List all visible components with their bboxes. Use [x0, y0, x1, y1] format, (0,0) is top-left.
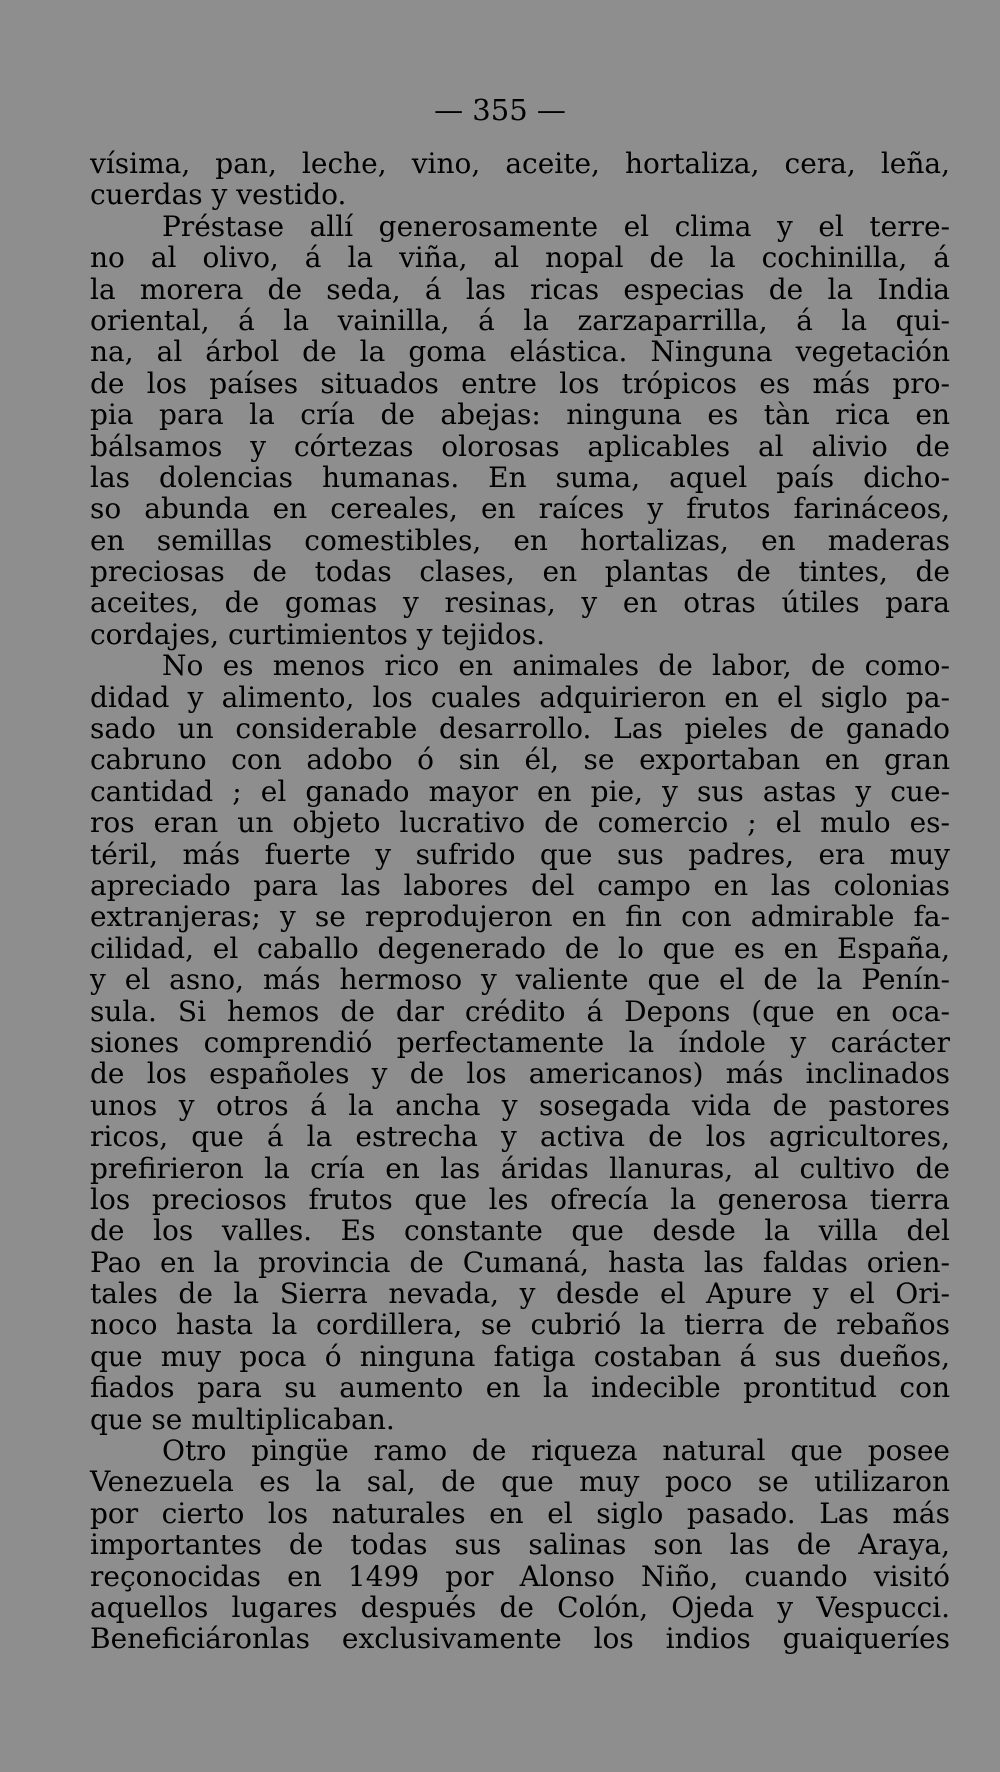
- text-line: reçonocidas en 1499 por Alonso Niño, cuando visitó: [90, 1559, 950, 1593]
- text-line: los preciosos frutos que les ofrecía la generosa tierra: [90, 1182, 950, 1216]
- text-line: extranjeras; y se reprodujeron en fin con admirable fa-: [90, 900, 950, 934]
- text-line: so abunda en cereales, en raíces y frutos farináceos,: [90, 492, 950, 526]
- text-line: siones comprendió perfectamente la índole y carácter: [90, 1025, 950, 1059]
- text-line: sula. Si hemos de dar crédito á Depons (que en oca-: [90, 994, 950, 1028]
- text-line: Venezuela es la sal, de que muy poco se utilizaron: [90, 1465, 950, 1499]
- text-line: apreciado para las labores del campo en las colonias: [90, 868, 950, 902]
- text-line: por cierto los naturales en el siglo pasado. Las más: [90, 1496, 950, 1530]
- text-line: las dolencias humanas. En suma, aquel país dicho-: [90, 460, 950, 494]
- text-line: sado un considerable desarrollo. Las pieles de ganado: [90, 712, 950, 746]
- text-line: cordajes, curtimientos y tejidos.: [90, 617, 545, 651]
- text-line: Otro pingüe ramo de riqueza natural que posee: [162, 1434, 950, 1468]
- text-line: que se multiplicaban.: [90, 1402, 395, 1436]
- text-line: ricos, que á la estrecha y activa de los agricultores,: [90, 1120, 950, 1154]
- text-line: Pao en la provincia de Cumaná, hasta las faldas orien-: [90, 1245, 950, 1279]
- text-line: no al olivo, á la viña, al nopal de la cochinilla, á: [90, 241, 950, 275]
- text-line: aceites, de gomas y resinas, y en otras útiles para: [90, 586, 950, 620]
- text-line: oriental, á la vainilla, á la zarzaparrilla, á la qui-: [90, 303, 950, 337]
- text-line: fiados para su aumento en la indecible prontitud con: [90, 1371, 950, 1405]
- text-line: de los valles. Es constante que desde la villa del: [90, 1214, 950, 1248]
- text-line: tales de la Sierra nevada, y desde el Apure y el Ori-: [90, 1277, 950, 1311]
- text-line: bálsamos y córtezas olorosas aplicables al alivio de: [90, 429, 950, 463]
- text-line: vísima, pan, leche, vino, aceite, hortaliza, cera, leña,: [90, 147, 950, 180]
- text-line: pia para la cría de abejas: ninguna es tàn rica en: [90, 398, 950, 432]
- text-line: de los españoles y de los americanos) más inclinados: [90, 1057, 950, 1091]
- text-line: didad y alimento, los cuales adquirieron en el siglo pa-: [90, 680, 950, 714]
- text-line: No es menos rico en animales de labor, de como-: [162, 649, 950, 683]
- body-text: [90, 148, 950, 1655]
- text-line: aquellos lugares después de Colón, Ojeda y Vespucci.: [90, 1590, 950, 1624]
- text-line: ros eran un objeto lucrativo de comercio ; el mulo es-: [90, 806, 950, 840]
- text-line: importantes de todas sus salinas son las de Araya,: [90, 1528, 950, 1562]
- text-line: que muy poca ó ninguna fatiga costaban á sus dueños,: [90, 1339, 950, 1373]
- text-line: en semillas comestibles, en hortalizas, en maderas: [90, 523, 950, 557]
- text-line: y el asno, más hermoso y valiente que el de la Penín-: [90, 963, 950, 997]
- text-line: prefirieron la cría en las áridas llanuras, al cultivo de: [90, 1151, 950, 1185]
- text-line: de los países situados entre los trópicos es más pro-: [90, 366, 950, 400]
- page-number: — 355 —: [434, 93, 566, 127]
- text-line: cantidad ; el ganado mayor en pie, y sus astas y cue-: [90, 774, 950, 808]
- text-line: Beneficiáronlas exclusivamente los indios guaiqueríes: [90, 1622, 950, 1656]
- text-line: preciosas de todas clases, en plantas de tintes, de: [90, 555, 950, 589]
- text-line: cabruno con adobo ó sin él, se exportaban en gran: [90, 743, 950, 777]
- text-line: cuerdas y vestido.: [90, 178, 347, 212]
- text-line: noco hasta la cordillera, se cubrió la tierra de rebaños: [90, 1308, 950, 1342]
- text-line: la morera de seda, á las ricas especias de la India: [90, 272, 950, 306]
- text-line: na, al árbol de la goma elástica. Ninguna vegetación: [90, 335, 950, 369]
- text-line: téril, más fuerte y sufrido que sus padres, era muy: [90, 837, 950, 871]
- text-line: unos y otros á la ancha y sosegada vida de pastores: [90, 1088, 950, 1122]
- text-line: cilidad, el caballo degenerado de lo que es en España,: [90, 931, 950, 965]
- text-line: Préstase allí generosamente el clima y el terre-: [162, 209, 950, 243]
